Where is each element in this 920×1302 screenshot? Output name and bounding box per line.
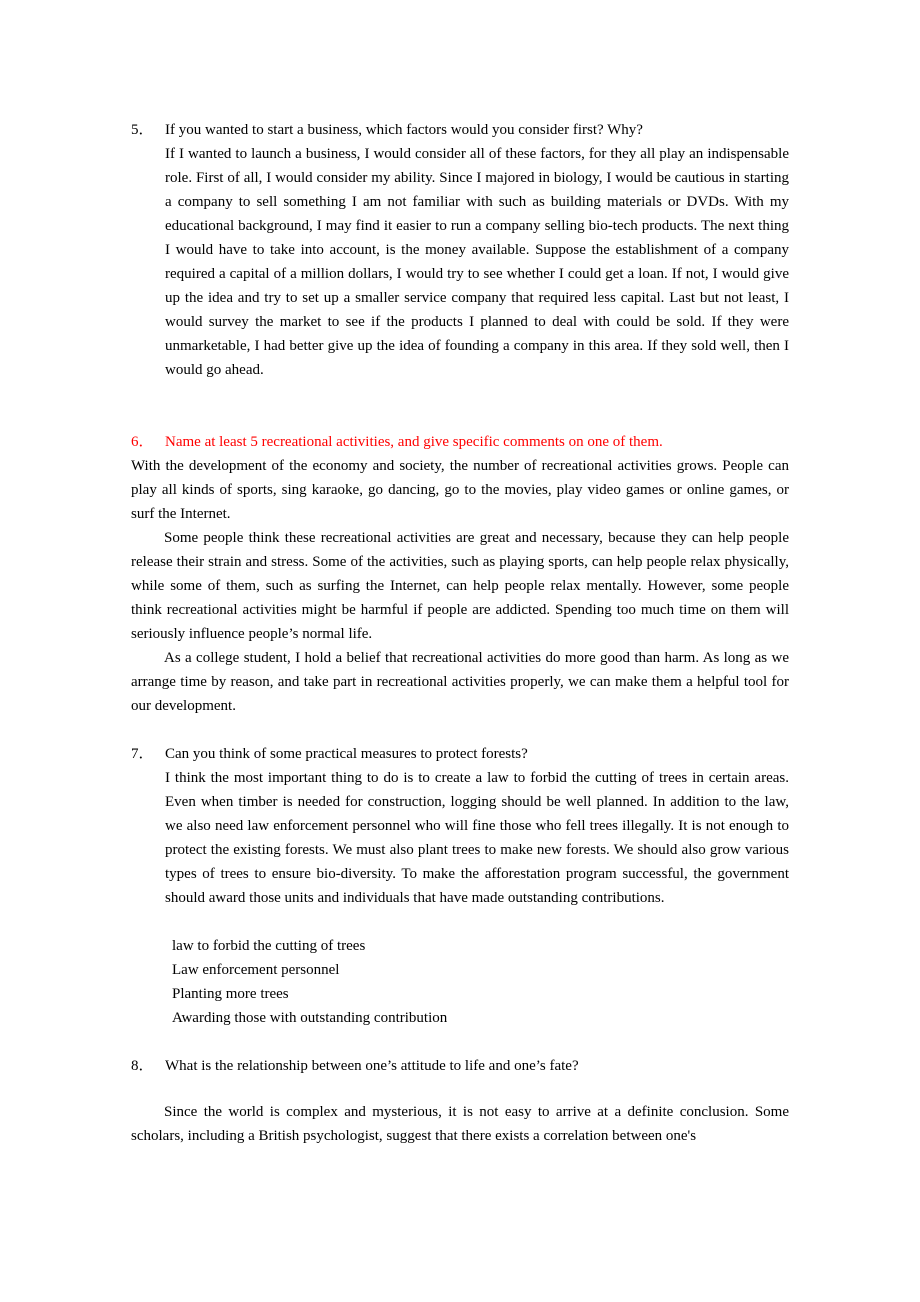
list-item: Awarding those with outstanding contribution [172,1010,448,1026]
list-item: law to forbid the cutting of trees [172,938,366,954]
spacer [131,1030,789,1054]
question-6-text: Name at least 5 recreational activities, and give specific comments on one of them. [165,434,663,450]
list-item: Planting more trees [172,986,289,1002]
question-5-number: 5． [131,122,154,138]
answer-8-paragraph-1: Since the world is complex and mysterious, it is not easy to arrive at a definite conclusion. Some scholars, including a British psychologist, suggest that there exists a correlation between one's [131,1104,789,1144]
question-6-number: 6． [131,434,154,450]
question-5 [131,118,789,142]
question-7-text: Can you think of some practical measures to protect forests? [165,746,528,762]
question-8 [131,1054,789,1078]
question-7 [131,742,789,766]
answer-6-paragraph-3: As a college student, I hold a belief that recreational activities do more good than harm. As long as we arrange time by reason, and take part in recreational activities properly, we can make them a helpful tool for our development. [131,650,789,714]
answer-6-paragraph-1: With the development of the economy and society, the number of recreational activities grows. People can play all kinds of sports, sing karaoke, go dancing, go to the movies, play video games or online games, or surf the Internet. [131,458,789,522]
answer-5: If I wanted to launch a business, I would consider all of these factors, for they all play an indispensable role. First of all, I would consider my ability. Since I majored in biology, I would be cautious in starting a company to sell something I am not familiar with such as building materials or DVDs. With my educational background, I may find it easier to run a company selling bio-tech products. The next thing I would have to take into account, is the money available. Suppose the establishment of a company required a capital of a million dollars, I would try to see whether I could get a loan. If not, I would give up the idea and try to set up a smaller service company that required less capital. Last but not least, I would survey the market to see if the products I planned to deal with could be sold. If they were unmarketable, I had better give up the idea of founding a company in this area. If they sold well, then I would go ahead. [165,146,789,378]
spacer [131,718,789,742]
answer-7: I think the most important thing to do is to create a law to forbid the cutting of trees in certain areas. Even when timber is needed for construction, logging should be well planned. In addition to the law, we also need law enforcement personnel who will fine those who fell trees illegally. It is not enough to protect the existing forests. We must also plant trees to make new forests. We should also grow various types of trees to ensure bio-diversity. To make the afforestation program successful, the government should award those units and individuals that have made outstanding contributions. [165,770,789,906]
question-7-number: 7． [131,746,154,762]
question-8-text: What is the relationship between one’s attitude to life and one’s fate? [165,1058,579,1074]
spacer [131,910,789,934]
spacer [131,1078,789,1100]
question-8-number: 8． [131,1058,154,1074]
spacer [131,382,789,430]
key-points-list [131,934,789,1030]
document-page [131,118,789,1148]
answer-6-paragraph-2: Some people think these recreational activities are great and necessary, because they can help people release their strain and stress. Some of the activities, such as playing sports, can help people relax physically, while some of them, such as surfing the Internet, can help people relax mentally. However, some people think recreational activities might be harmful if people are addicted. Spending too much time on them will seriously influence people’s normal life. [131,530,789,642]
question-5-text: If you wanted to start a business, which factors would you consider first? Why? [165,122,643,138]
question-6 [131,430,789,454]
list-item: Law enforcement personnel [172,962,340,978]
